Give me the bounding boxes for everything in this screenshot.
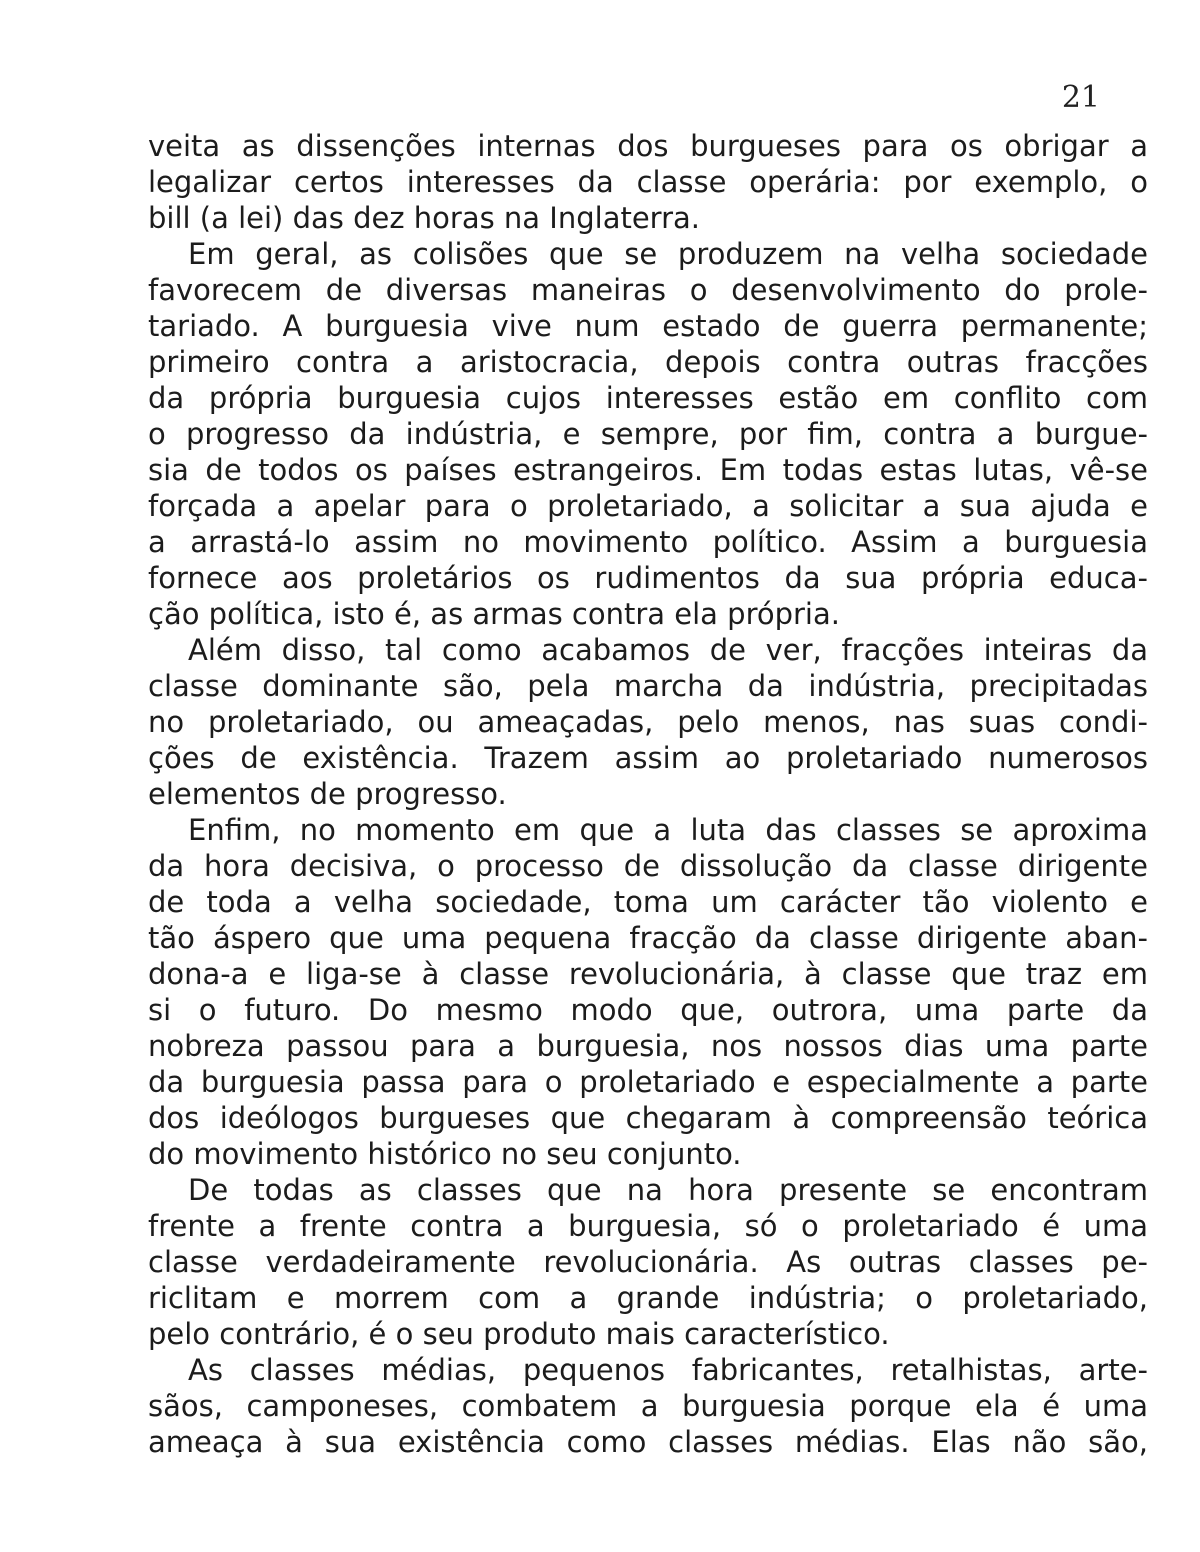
text-line: si o futuro. Do mesmo modo que, outrora, uma parte da: [148, 993, 1148, 1027]
page-number: 21: [1061, 80, 1100, 115]
text-line: elementos de progresso.: [148, 777, 507, 811]
text-line: bill (a lei) das dez horas na Inglaterra.: [148, 201, 701, 235]
text-line: a arrastá-lo assim no movimento político. Assim a burguesia: [148, 525, 1148, 559]
text-line: sia de todos os países estrangeiros. Em todas estas lutas, vê-se: [148, 453, 1148, 487]
text-line: As classes médias, pequenos fabricantes, retalhistas, arte-: [188, 1353, 1148, 1387]
text-line: o progresso da indústria, e sempre, por fim, contra a burgue-: [148, 417, 1148, 451]
text-line: no proletariado, ou ameaçadas, pelo menos, nas suas condi-: [148, 705, 1148, 739]
body-text: [148, 128, 1148, 1460]
text-line: Enfim, no momento em que a luta das classes se aproxima: [188, 813, 1148, 847]
text-line: tão áspero que uma pequena fracção da classe dirigente aban-: [148, 921, 1148, 955]
text-line: de toda a velha sociedade, toma um carácter tão violento e: [148, 885, 1148, 919]
text-line: fornece aos proletários os rudimentos da sua própria educa-: [148, 561, 1148, 595]
text-line: primeiro contra a aristocracia, depois contra outras fracções: [148, 345, 1148, 379]
text-line: forçada a apelar para o proletariado, a solicitar a sua ajuda e: [148, 489, 1148, 523]
text-line: dos ideólogos burgueses que chegaram à compreensão teórica: [148, 1101, 1148, 1135]
text-line: classe dominante são, pela marcha da indústria, precipitadas: [148, 669, 1148, 703]
text-line: classe verdadeiramente revolucionária. As outras classes pe-: [148, 1245, 1148, 1279]
text-line: De todas as classes que na hora presente se encontram: [188, 1173, 1148, 1207]
text-line: ção política, isto é, as armas contra ela própria.: [148, 597, 840, 631]
text-line: favorecem de diversas maneiras o desenvolvimento do prole-: [148, 273, 1148, 307]
text-line: sãos, camponeses, combatem a burguesia porque ela é uma: [148, 1389, 1148, 1423]
text-line: do movimento histórico no seu conjunto.: [148, 1137, 742, 1171]
text-line: nobreza passou para a burguesia, nos nossos dias uma parte: [148, 1029, 1148, 1063]
text-line: da burguesia passa para o proletariado e especialmente a parte: [148, 1065, 1148, 1099]
text-line: dona-a e liga-se à classe revolucionária, à classe que traz em: [148, 957, 1148, 991]
text-line: legalizar certos interesses da classe operária: por exemplo, o: [148, 165, 1148, 199]
text-line: frente a frente contra a burguesia, só o proletariado é uma: [148, 1209, 1148, 1243]
text-line: tariado. A burguesia vive num estado de guerra permanente;: [148, 309, 1148, 343]
text-line: pelo contrário, é o seu produto mais característico.: [148, 1317, 890, 1351]
text-line: da própria burguesia cujos interesses estão em conflito com: [148, 381, 1148, 415]
text-line: da hora decisiva, o processo de dissolução da classe dirigente: [148, 849, 1148, 883]
text-line: ções de existência. Trazem assim ao proletariado numerosos: [148, 741, 1148, 775]
text-line: Além disso, tal como acabamos de ver, fracções inteiras da: [188, 633, 1148, 667]
text-line: veita as dissenções internas dos burgueses para os obrigar a: [148, 129, 1148, 163]
text-line: Em geral, as colisões que se produzem na velha sociedade: [188, 237, 1148, 271]
text-line: riclitam e morrem com a grande indústria; o proletariado,: [148, 1281, 1148, 1315]
text-line: ameaça à sua existência como classes médias. Elas não são,: [148, 1425, 1148, 1459]
